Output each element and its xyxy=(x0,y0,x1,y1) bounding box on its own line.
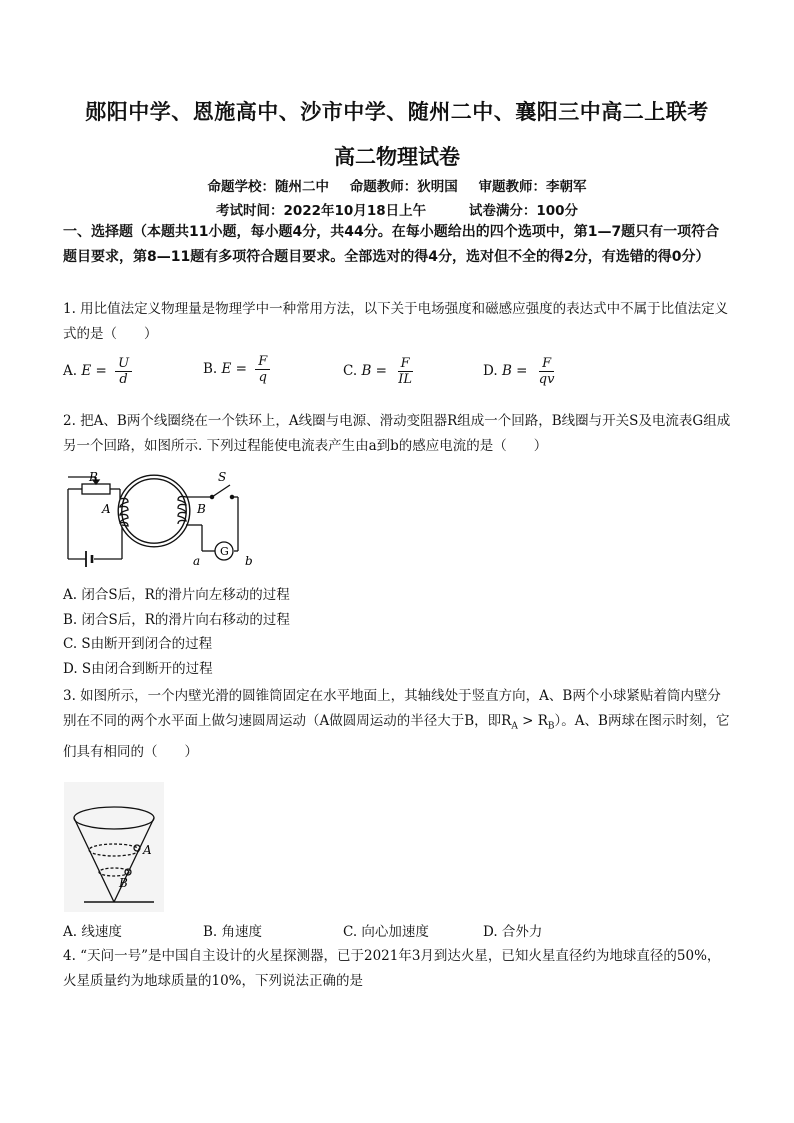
section-heading: 一、选择题（本题共11小题，每小题4分，共44分。在每小题给出的四个选项中，第1—7题只有一项符合题目要求，第8—11题有多项符合题目要求。全部选对的得4分，选对但不全的得2分，有选错的得0分） xyxy=(63,224,720,265)
question-4-stem: 4. “天问一号”是中国自主设计的火星探测器，已于2021年3月到达火星，已知火星直径约为地球直径的50%，火星质量约为地球质量的10%，下列说法正确的是 xyxy=(63,948,721,989)
label-R: R xyxy=(89,470,99,484)
exam-title: 郧阳中学、恩施高中、沙市中学、随州二中、襄阳三中高二上联考 xyxy=(85,100,709,124)
q3-option-d: D. 合外力 xyxy=(483,924,543,940)
score-label: 试卷满分：100分 xyxy=(468,203,579,219)
question-2-stem: 2. 把A、B两个线圈绕在一个铁环上，A线圈与电源、滑动变阻器R组成一个回路，B线圈与开关S及电流表G组成另一个回路，如图所示. 下列过程能使电流表产生由a到b的感应电流的是（ ） xyxy=(63,413,731,454)
q3-option-c: C. 向心加速度 xyxy=(343,924,429,940)
q2-option-d: D. S由闭合到断开的过程 xyxy=(63,661,213,677)
label-A: A xyxy=(102,502,111,516)
exam-time-info xyxy=(0,199,794,219)
reviewer-label: 审题教师：李朝军 xyxy=(478,179,587,195)
teacher-label: 命题教师：狄明国 xyxy=(349,179,458,195)
coil-circuit-figure xyxy=(62,463,262,573)
q1-option-c: C. B = $\frac{F}{IL}$ xyxy=(343,356,413,387)
label-ball-b: B xyxy=(119,876,128,890)
label-S: S xyxy=(218,470,227,484)
label-a: a xyxy=(193,554,201,568)
school-label: 命题学校：随州二中 xyxy=(207,179,330,195)
q3-option-a: A. 线速度 xyxy=(63,924,122,940)
question-3-stem: 3. 如图所示，一个内壁光滑的圆锥筒固定在水平地面上，其轴线处于竖直方向，A、B两个小球紧贴着筒内壁分别在不同的两个水平面上做匀速圆周运动（A做圆周运动的半径大于B，即$R_A > R_B$）。A、B两球在图示时刻，它们具有相同的（ ） xyxy=(63,688,730,760)
q2-option-a: A. 闭合S后，R的滑片向左移动的过程 xyxy=(63,587,290,603)
q2-option-c: C. S由断开到闭合的过程 xyxy=(63,636,213,652)
label-ball-a: A xyxy=(143,843,152,857)
cone-figure xyxy=(64,782,164,912)
q3-option-b: B. 角速度 xyxy=(203,924,263,940)
exam-subtitle: 高二物理试卷 xyxy=(334,145,460,169)
q1-option-a: A. E = $\frac{U}{d}$ xyxy=(63,356,132,387)
q1-option-b: B. E = $\frac{F}{q}$ xyxy=(203,354,270,385)
question-1-stem: 1. 用比值法定义物理量是物理学中一种常用方法，以下关于电场强度和磁感应强度的表达式中不属于比值法定义式的是（ ） xyxy=(63,301,729,342)
label-B: B xyxy=(197,502,206,516)
label-G: G xyxy=(220,545,229,558)
time-label: 考试时间：2022年10月18日上午 xyxy=(215,203,427,219)
label-b: b xyxy=(245,554,253,568)
q2-option-b: B. 闭合S后，R的滑片向右移动的过程 xyxy=(63,612,290,628)
q1-option-d: D. B = $\frac{F}{qv}$ xyxy=(483,356,555,387)
exam-authors xyxy=(0,175,794,195)
